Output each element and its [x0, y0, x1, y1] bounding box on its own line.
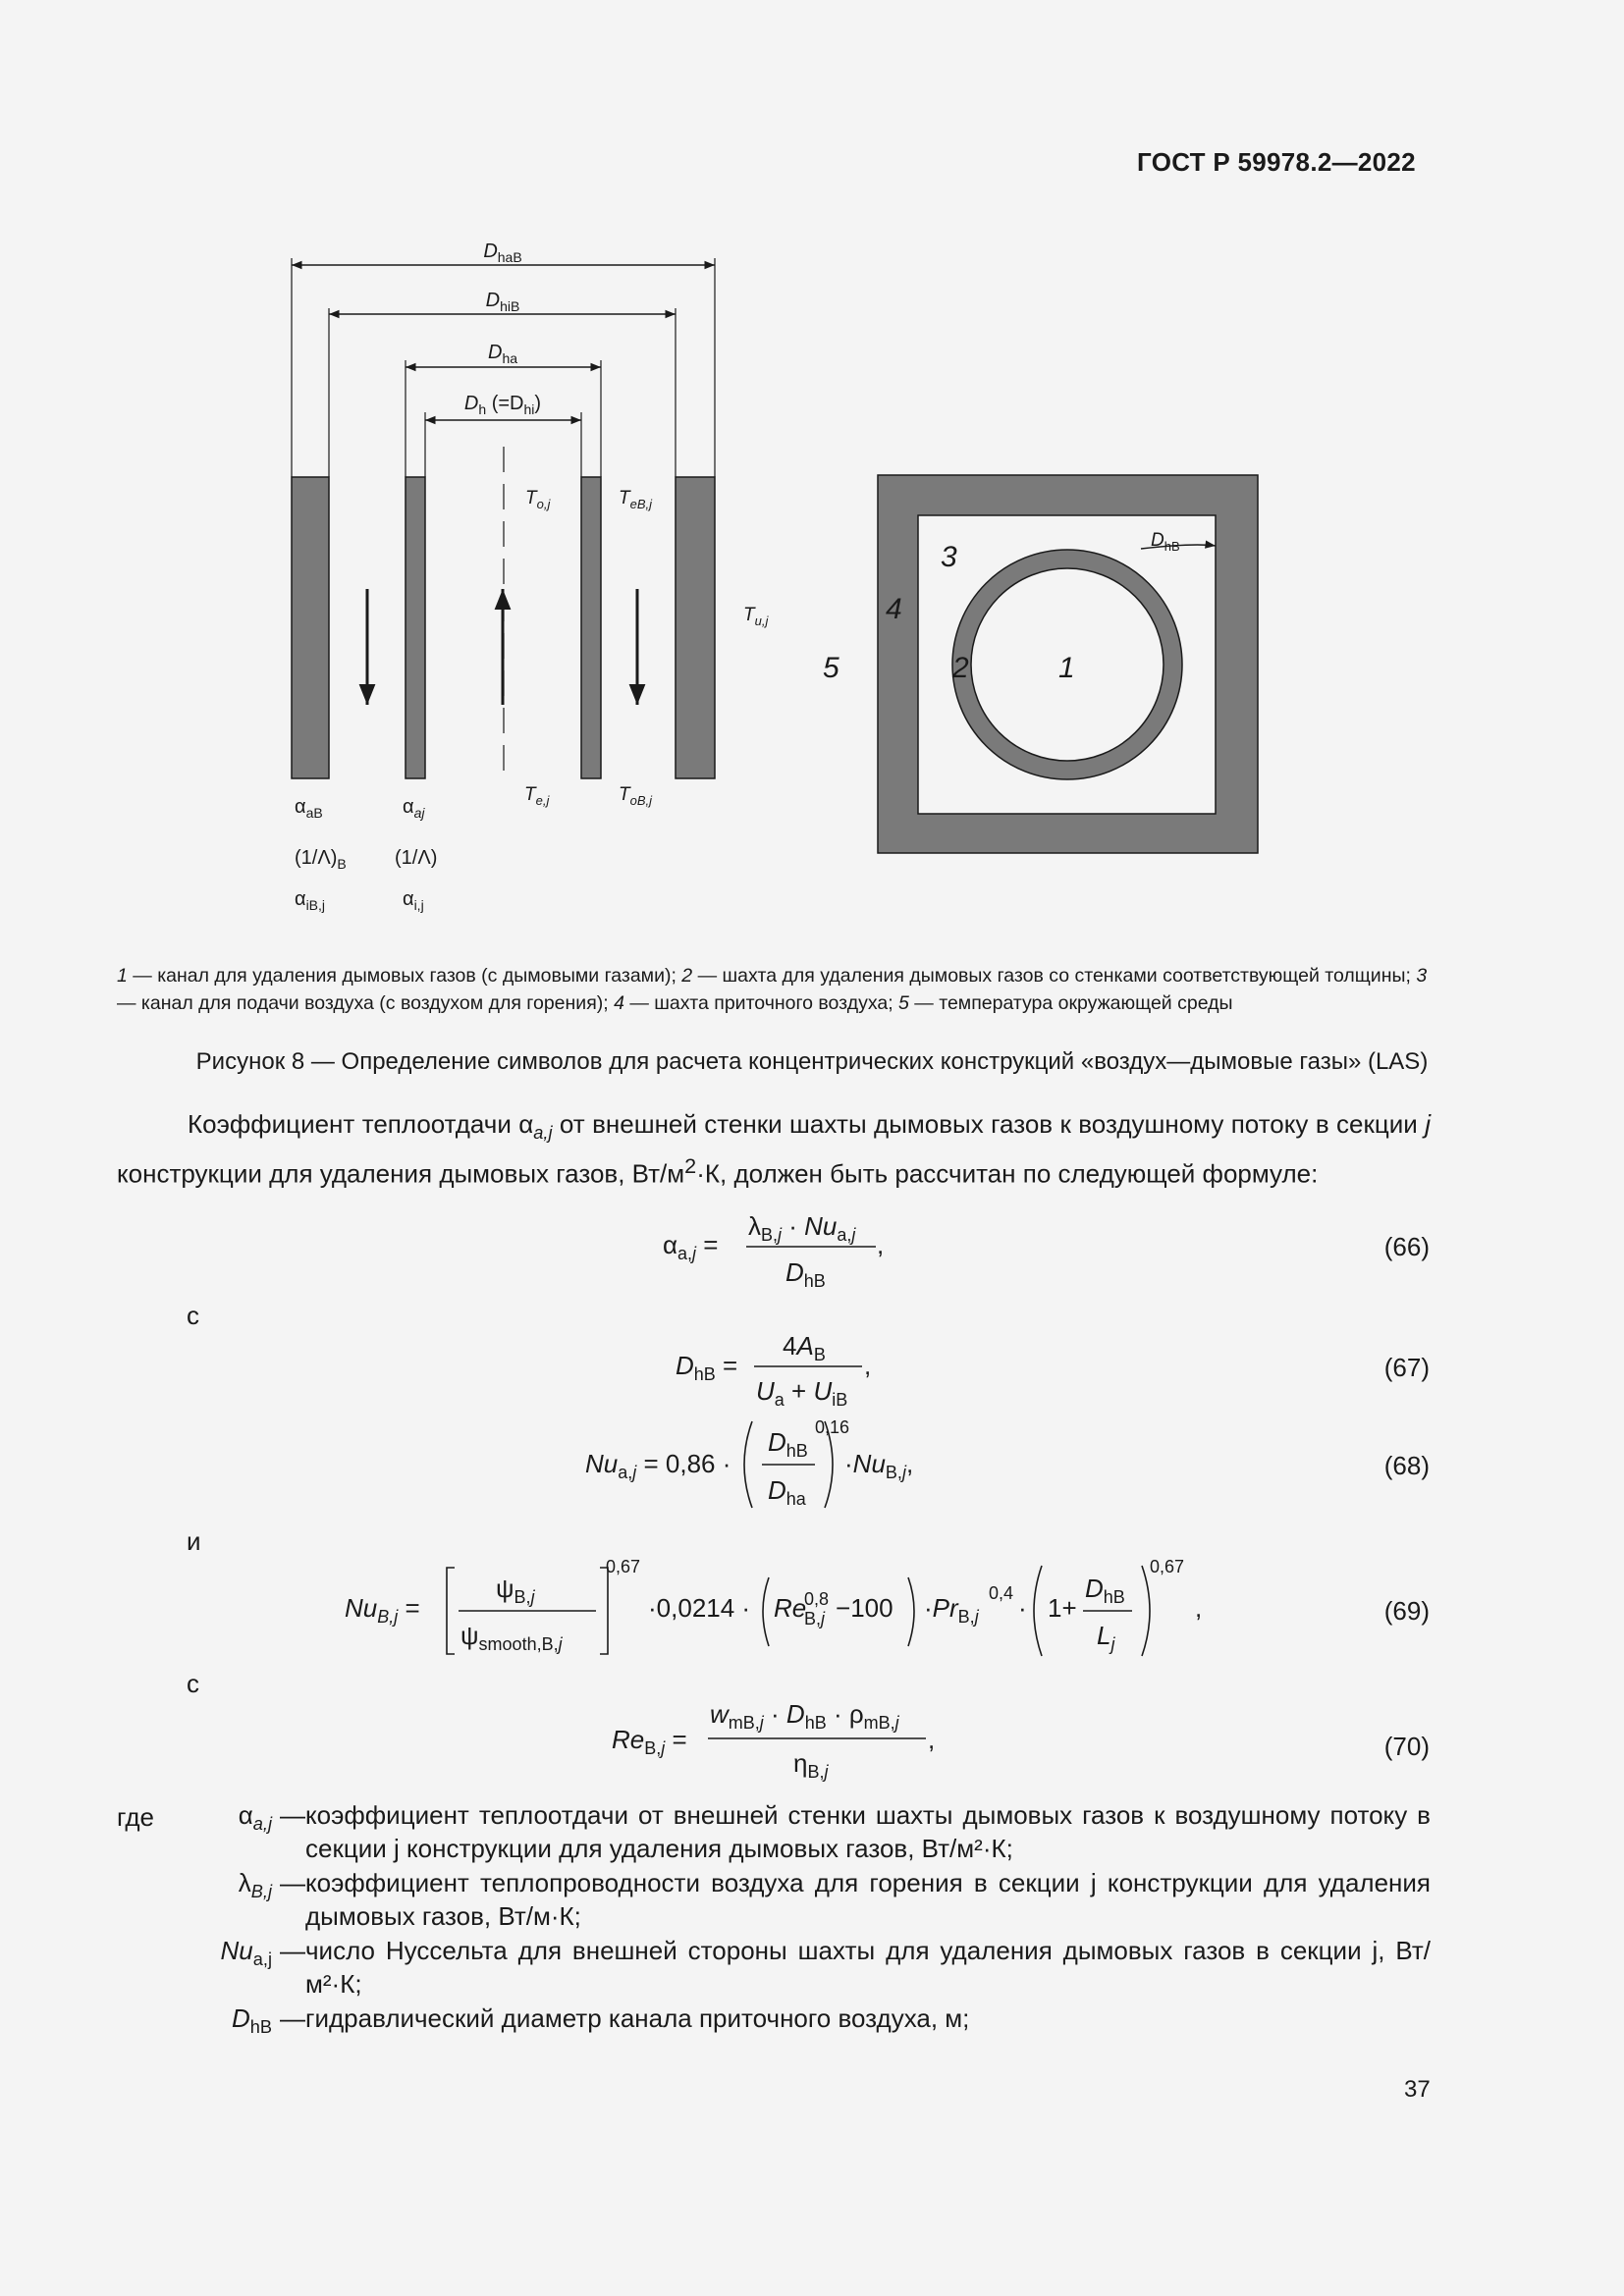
svg-text:NuB,j =: $Nu_{B,j}$ =: [345, 1593, 420, 1627]
eq-number-66: (66): [1383, 1232, 1430, 1261]
equation-70: [604, 1693, 977, 1782]
svg-text:Nua,j = 0,86 ·: $Nu_{a,}j = 0,86$ ·: [585, 1449, 731, 1482]
svg-text:,: ,: [928, 1725, 936, 1754]
svg-text:0,8: 0,8: [804, 1589, 830, 1609]
svg-text:−100: −100: [836, 1593, 893, 1623]
svg-text:ψB,j: $\psi_{B,}j$: [496, 1574, 535, 1607]
equation-67: [648, 1325, 943, 1414]
label-alpha-ib: $\alpha_{iB,j}$: [295, 888, 326, 913]
cross-label-4: 4: [886, 593, 902, 625]
svg-text:0,16: 0,16: [815, 1417, 850, 1437]
cross-dim-dhb: $D_{hB}$: [1151, 530, 1180, 554]
svg-text:DhB: $D_{hB}$: [1085, 1574, 1125, 1607]
dim-label-dhib: $D_{hiB}$: [485, 290, 520, 314]
svg-text:1+: 1+: [1048, 1593, 1077, 1623]
dim-label-dh: $D_h$ $(=D_{hi})$: [463, 393, 542, 417]
wall-left-inner: [406, 477, 425, 778]
cross-label-2: 2: [952, 652, 969, 684]
figure-caption: Рисунок 8 — Определение символов для расчета концентрических конструкций «воздух—дымовые газы» (LAS): [195, 1048, 1429, 1075]
definitions-list: [117, 1798, 1431, 2045]
svg-text:,: ,: [877, 1230, 885, 1259]
temp-label-tu: $T_{u,j}$: [743, 605, 769, 628]
svg-text:wmB,j · DhB · ρmB,j: $w_{mB,}j \cdot D_{hB} \cdot \rho_{mB,}j$: [710, 1699, 899, 1733]
wall-left-outer: [292, 477, 329, 778]
svg-text:Re: Re: [774, 1593, 807, 1623]
svg-text:·PrB,j: $\cdot Pr_{B,}j$: [924, 1593, 979, 1627]
definition-row: $\lambda_{B,j}$ — коэффициент теплопроводности воздуха для горения в секции j конструкции для удаления дымовых газов, Вт/м·К;: [238, 1868, 1431, 1931]
svg-text:0,4: 0,4: [989, 1583, 1014, 1603]
definition-row: $\alpha_{a,j}$ — коэффициент теплоотдачи от внешней стенки шахты дымовых газов к воздушному потоку в секции j конструкции для удаления дымовых газов, Вт/м²·К;: [238, 1800, 1431, 1863]
eq-number-69: (69): [1383, 1596, 1430, 1626]
cross-label-1: 1: [1058, 652, 1075, 684]
svg-text:0,67: 0,67: [606, 1557, 641, 1576]
svg-text:,: ,: [864, 1351, 872, 1380]
wall-right-outer: [676, 477, 715, 778]
eq-number-68: (68): [1383, 1451, 1430, 1480]
svg-text:Lj: $L_j$: [1097, 1621, 1115, 1654]
svg-text:DhB: $D_{hB}$: [768, 1427, 808, 1461]
word-s1: с: [187, 1301, 199, 1330]
cross-label-5: 5: [823, 652, 839, 684]
dim-label-dha: $D_{ha}$: [487, 342, 518, 366]
svg-text:0,67: 0,67: [1150, 1557, 1185, 1576]
svg-text:DhB: $D_{hB}$: [785, 1257, 826, 1291]
svg-text:Dha: $D_{ha}$: [768, 1475, 806, 1509]
svg-text:ηB,j: $\eta_{B,}j$: [793, 1748, 829, 1782]
eq-number-67: (67): [1383, 1353, 1430, 1382]
definition-row: $D_{hB}$ — гидравлический диаметр канала приточного воздуха, м;: [231, 2003, 970, 2038]
page-number: 37: [1404, 2076, 1431, 2103]
svg-text:ψsmooth,B,j: $\psi_{smooth,B,}j$: [460, 1621, 563, 1654]
svg-text:Ua + UiB: $U_a + U_{iB}$: [756, 1376, 848, 1410]
svg-text:·NuB,j,: $\cdot Nu_{B,}j$,: [844, 1449, 914, 1482]
wall-right-inner: [581, 477, 601, 778]
svg-text:DhB =: $D_{hB}$ =: [676, 1351, 738, 1384]
eq-number-70: (70): [1383, 1732, 1430, 1761]
equation-66: [589, 1202, 982, 1291]
svg-text:B,j: B,j: [804, 1609, 826, 1629]
word-s2: с: [187, 1669, 199, 1698]
dim-label-dhab: $D_{haB}$: [483, 240, 522, 265]
label-lambda: (1/Λ): [395, 847, 438, 869]
cross-label-3: 3: [941, 541, 957, 573]
svg-text:·0,0214 ·: ·0,0214 ·: [648, 1593, 751, 1623]
svg-text:4AB: $4A_B$: [783, 1331, 826, 1364]
label-lambda-b: $(1/\Lambda)_B$: [295, 847, 347, 872]
temp-label-to: $T_{o,j}$: [525, 488, 551, 511]
word-gde: где: [117, 1802, 154, 1832]
label-alpha-aj: $\alpha_{aj}$: [403, 796, 425, 821]
figure-8: [0, 0, 1624, 942]
word-i: и: [187, 1526, 201, 1556]
body-paragraph: Коэффициент теплоотдачи $\alpha_{a,j}$ от внешней стенки шахты дымовых газов к воздушному потоку в секции j конструкции для удаления дымовых газов, $Вт/м^2\cdot К$, должен быть рассчитан по следующей формуле:: [117, 1109, 1431, 1189]
svg-text:·: ·: [1018, 1593, 1027, 1623]
definition-row: $Nu_{a,j}$ — число Нуссельта для внешней стороны шахты для удаления дымовых газов в секции j, Вт/м²·К;: [220, 1936, 1431, 1999]
svg-text:λB,j · Nua,j: $\lambda_{B,}j \cdot Nu_{a,}j$: [748, 1211, 856, 1245]
svg-text:ReB,j =: $Re_{B,}j$ =: [612, 1725, 687, 1758]
figure-legend: 1 — канал для удаления дымовых газов (с дымовыми газами); 2 — шахта для удаления дымовых газов со стенками соответствующей толщины; 3 — канал для подачи воздуха (с воздухом для горения); 4 — шахта приточного воздуха; 5 — температура окружающей среды: [117, 965, 1428, 1014]
equation-68: [579, 1414, 992, 1512]
temp-label-teb: $T_{eB,j}$: [619, 488, 653, 511]
equation-69: [339, 1556, 1222, 1664]
svg-text:αa,j =: $\alpha_{a,}j$ =: [663, 1230, 719, 1263]
temp-label-te: $T_{e,j}$: [524, 784, 550, 808]
label-alpha-ab: $\alpha_{aB}$: [295, 796, 323, 821]
svg-text:,: ,: [1195, 1593, 1203, 1623]
temp-label-tob: $T_{oB,j}$: [619, 784, 653, 808]
label-alpha-i: $\alpha_{i,j}$: [403, 888, 424, 913]
standard-code: ГОСТ Р 59978.2—2022: [1137, 147, 1416, 177]
